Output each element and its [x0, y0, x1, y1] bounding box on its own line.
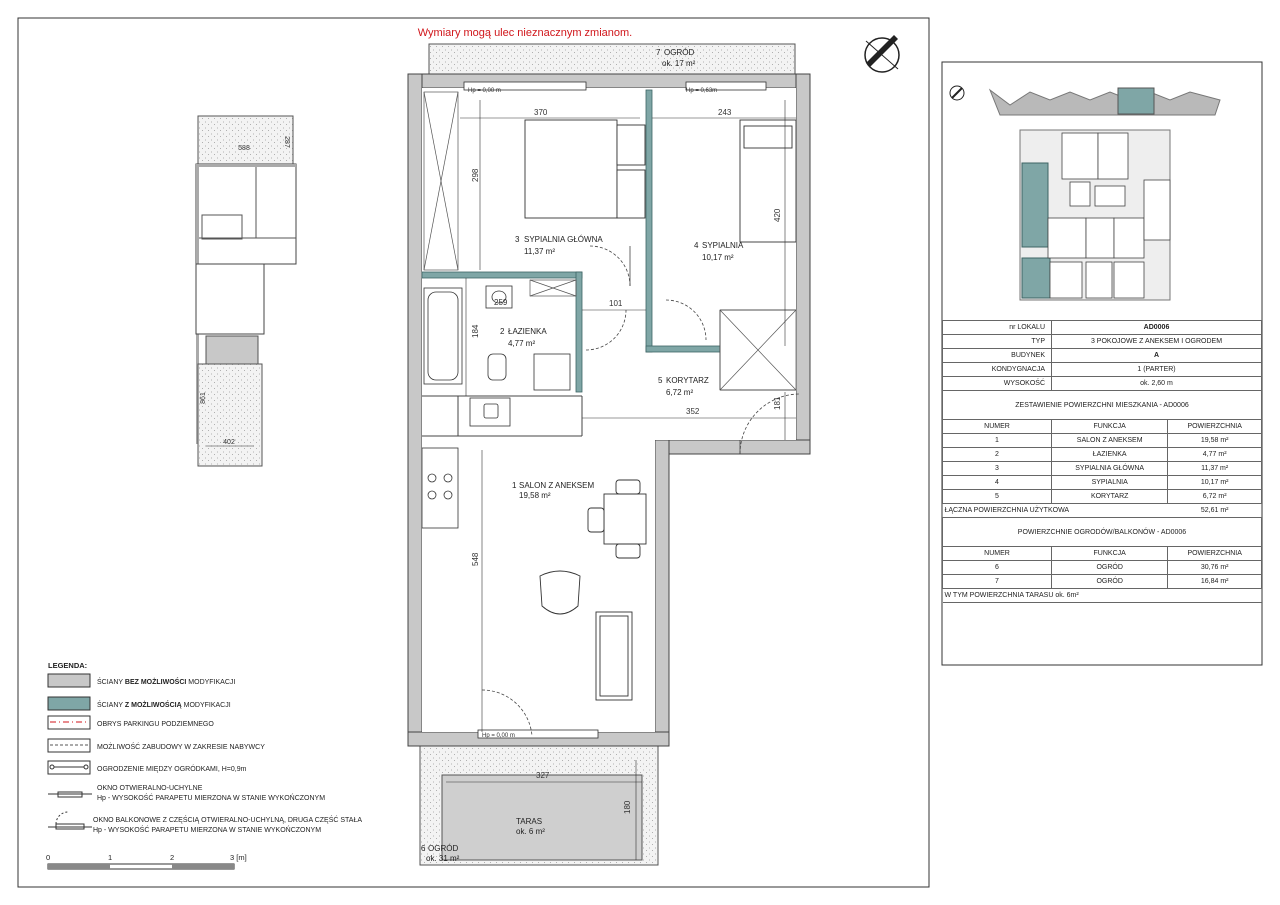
room-3-area: 11,37 m²	[524, 247, 555, 256]
table-row: 3 SYPIALNIA GŁÓWNA 11,37 m²	[943, 462, 1262, 476]
table-row: 2 ŁAZIENKA 4,77 m²	[943, 448, 1262, 462]
key-dim-588: 588	[238, 145, 250, 152]
info-label-floor: KONDYGNACJA	[943, 363, 1052, 377]
info-value-floor: 1 (PARTER)	[1052, 363, 1262, 377]
room-4-area: 10,17 m²	[702, 253, 734, 262]
key-dim-287: 287	[283, 136, 290, 148]
room-5-name: KORYTARZ	[666, 376, 709, 385]
key-dim-861: 861	[200, 392, 207, 404]
key-dim-402: 402	[223, 439, 235, 446]
table-row: 6 OGRÓD 30,76 m²	[943, 561, 1262, 575]
col-header-function: FUNKCJA	[1052, 420, 1168, 434]
terrace-name: TARAS	[516, 817, 543, 826]
scale-0: 0	[46, 853, 51, 862]
garden-col-number: NUMER	[943, 547, 1052, 561]
room-1-name: SALON Z ANEKSEM	[519, 481, 595, 490]
legend-window1-l1: OKNO OTWIERALNO-UCHYLNE	[97, 785, 203, 792]
legend-window2-l2: Hp - WYSOKOŚĆ PARAPETU MIERZONA W STANIE WYKOŃCZONYM	[93, 827, 322, 834]
legend-title: LEGENDA:	[48, 661, 88, 670]
building-key-plan	[1020, 130, 1170, 300]
dim-298: 298	[471, 168, 480, 182]
site-key-plan	[950, 86, 1220, 115]
scale-3: 3 [m]	[230, 853, 247, 862]
info-value-height: ok. 2,60 m	[1052, 377, 1262, 391]
garden-title: POWIERZCHNIE OGRODÓW/BALKONÓW - AD0006	[943, 518, 1262, 547]
table-row: 7 OGRÓD 16,84 m²	[943, 575, 1262, 589]
room-3-num: 3	[515, 235, 520, 244]
scale-bar	[46, 853, 247, 869]
notice-text: Wymiary mogą ulec nieznacznym zmianom.	[417, 27, 633, 39]
legend-window2-l1: OKNO BALKONOWE Z CZĘŚCIĄ OTWIERALNO-UCHYLNĄ, DRUGA CZĘŚĆ STAŁA	[93, 817, 363, 824]
hp-window-2: Hp = 0,63m	[686, 88, 718, 94]
legend-balcony-door-icon	[48, 812, 92, 829]
scale-1: 1	[108, 853, 113, 862]
garden-6-num: 6	[421, 844, 426, 853]
info-label-height: WYSOKOŚĆ	[943, 377, 1052, 391]
garden-7-name: OGRÓD	[664, 48, 695, 57]
col-header-area: POWIERZCHNIA	[1168, 420, 1262, 434]
dim-243: 243	[718, 108, 732, 117]
room-2-num: 2	[500, 327, 505, 336]
room-2-area: 4,77 m²	[508, 339, 536, 348]
legend-window1-l2: Hp - WYSOKOŚĆ PARAPETU MIERZONA W STANIE WYKOŃCZONYM	[97, 795, 326, 802]
dim-180: 180	[623, 800, 632, 814]
hp-window-3: Hp = 0,00 m	[482, 733, 515, 739]
terrace-area: ok. 6 m²	[516, 827, 545, 836]
legend-item-parking: OBRYS PARKINGU PODZIEMNEGO	[97, 721, 214, 728]
legend-item-buildout: MOŻLIWOŚĆ ZABUDOWY W ZAKRESIE NABYWCY	[97, 744, 265, 751]
dim-101: 101	[609, 299, 623, 308]
room-4-num: 4	[694, 241, 699, 250]
room-1-area: 19,58 m²	[519, 491, 551, 500]
garden-6-area: ok. 31 m²	[426, 854, 460, 863]
garden-6-name: OGRÓD	[428, 844, 459, 853]
table-row: 5 KORYTARZ 6,72 m²	[943, 490, 1262, 504]
dim-420: 420	[773, 208, 782, 222]
dim-259: 259	[494, 298, 508, 307]
hp-window-1: Hp = 0,00 m	[468, 88, 501, 94]
room-3-name: SYPIALNIA GŁÓWNA	[524, 235, 603, 244]
legend-swatch-fixed	[48, 674, 90, 687]
room-2-name: ŁAZIENKA	[508, 327, 547, 336]
table-row: 1 SALON Z ANEKSEM 19,58 m²	[943, 434, 1262, 448]
dim-181: 181	[773, 396, 782, 410]
unit-info-table	[942, 320, 1262, 603]
room-4-name: SYPIALNIA	[702, 241, 744, 250]
terrace-note: W TYM POWIERZCHNIA TARASU ok. 6m²	[943, 589, 1262, 603]
info-label-building: BUDYNEK	[943, 349, 1052, 363]
dim-327: 327	[536, 771, 550, 780]
table-row: 4 SYPIALNIA 10,17 m²	[943, 476, 1262, 490]
room-1-num: 1	[512, 481, 517, 490]
legend-swatch-mod	[48, 697, 90, 710]
garden-7-area: ok. 17 m²	[662, 59, 696, 68]
key-plan-left	[196, 116, 296, 466]
info-value-type: 3 POKOJOWE Z ANEKSEM I OGRODEM	[1052, 335, 1262, 349]
col-header-number: NUMER	[943, 420, 1052, 434]
room-5-num: 5	[658, 376, 663, 385]
garden-col-function: FUNKCJA	[1052, 547, 1168, 561]
garden-col-area: POWIERZCHNIA	[1168, 547, 1262, 561]
legend	[46, 661, 362, 869]
total-label: ŁĄCZNA POWIERZCHNIA UŻYTKOWA	[943, 504, 1168, 518]
info-value-building: A	[1052, 349, 1262, 363]
info-label-unit: nr LOKALU	[943, 321, 1052, 335]
legend-window-icon	[48, 792, 92, 797]
dim-352: 352	[686, 407, 700, 416]
north-arrow-icon	[865, 35, 899, 72]
total-value: 52,61 m²	[1168, 504, 1262, 518]
info-label-type: TYP	[943, 335, 1052, 349]
scale-2: 2	[170, 853, 175, 862]
summary-title: ZESTAWIENIE POWIERZCHNI MIESZKANIA - AD0006	[943, 391, 1262, 420]
dim-184: 184	[471, 324, 480, 338]
main-floor-plan	[408, 44, 810, 865]
garden-7	[429, 44, 795, 74]
room-5-area: 6,72 m²	[666, 388, 694, 397]
garden-7-num: 7	[656, 48, 661, 57]
legend-item-fixed: ŚCIANY BEZ MOŻLIWOŚCI MODYFIKACJI	[97, 679, 236, 686]
dim-548: 548	[471, 552, 480, 566]
legend-item-fence: OGRODZENIE MIĘDZY OGRÓDKAMI, H=0,9m	[97, 766, 247, 773]
legend-item-mod: ŚCIANY Z MOŻLIWOŚCIĄ MODYFIKACJI	[97, 702, 231, 709]
dim-370: 370	[534, 108, 548, 117]
info-value-unit: AD0006	[1052, 321, 1262, 335]
